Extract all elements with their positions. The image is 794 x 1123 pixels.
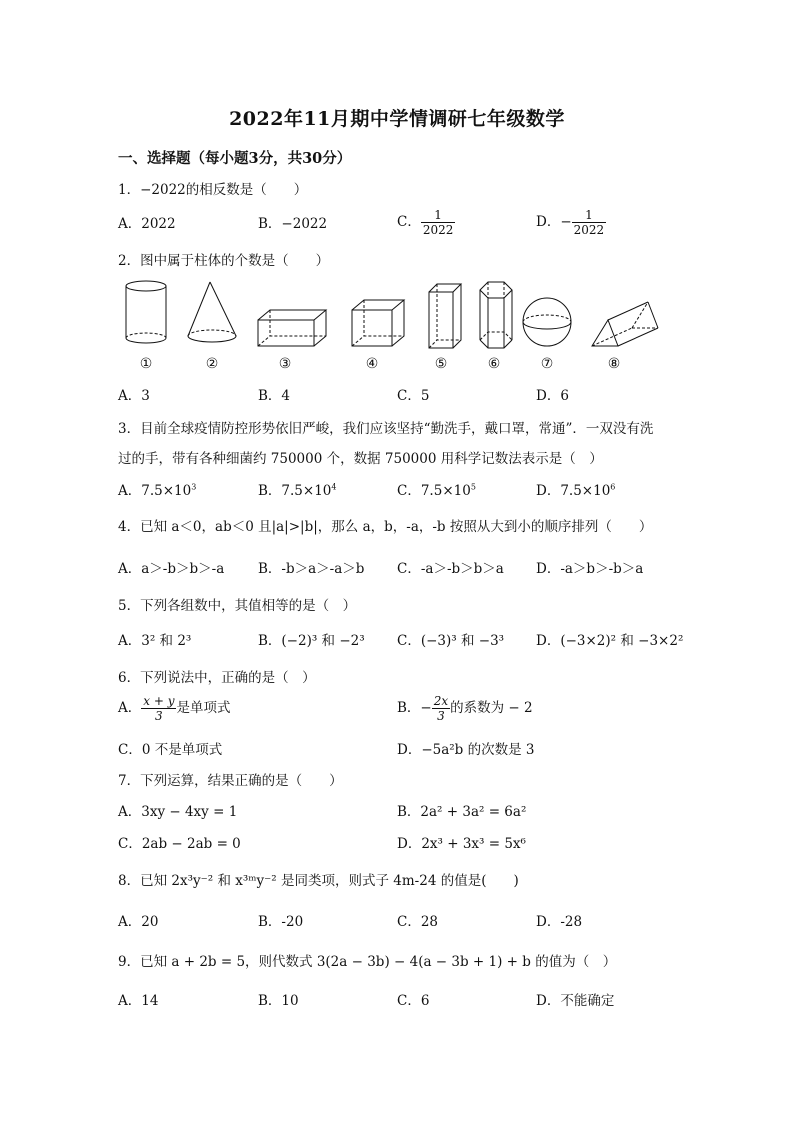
option-b: B．4 bbox=[258, 388, 291, 404]
option-c: C．6 bbox=[397, 993, 430, 1009]
shape-label-3: ③ bbox=[278, 356, 292, 372]
option-a: A．3xy − 4xy = 1 bbox=[118, 804, 238, 820]
question-9-options bbox=[118, 989, 678, 1019]
option-d: D．− $\frac{1}{2022}$ bbox=[536, 208, 605, 237]
option-b: B．-b＞a＞-a＞b bbox=[258, 561, 365, 577]
question-5: 5．下列各组数中，其值相等的是（ ） bbox=[118, 598, 357, 614]
fraction: $\frac{x + y}{3}$ bbox=[143, 694, 175, 723]
question-3-line-1: 3．目前全球疫情防控形势依旧严峻，我们应该坚持“勤洗手，戴口罩，常通”．一双没有洗 bbox=[118, 421, 654, 437]
shape-label-8: ⑧ bbox=[607, 356, 621, 372]
question-1: 1．−2022的相反数是（ ） bbox=[118, 182, 308, 198]
option-b: B．-20 bbox=[258, 914, 304, 930]
option-b: B．− $\frac{2x}{3}$ 的系数为 − 2 bbox=[397, 694, 533, 723]
option-d: D．(−3×2)² 和 −3×2² bbox=[536, 633, 684, 649]
question-3-line-2: 过的手，带有各种细菌约 750000 个，数据 750000 用科学记数法表示是（ ） bbox=[118, 451, 603, 467]
fraction: $\frac{2x}{3}$ bbox=[433, 694, 449, 723]
question-6-options-row-1 bbox=[118, 694, 678, 728]
hexagonal-prism-figure bbox=[480, 282, 512, 348]
question-7-options-row-2 bbox=[118, 832, 678, 862]
solid-figures bbox=[118, 278, 678, 374]
option-a: A．3² 和 2³ bbox=[118, 633, 192, 649]
option-a: A．a＞-b＞b＞-a bbox=[118, 561, 225, 577]
question-6: 6．下列说法中，正确的是（ ） bbox=[118, 670, 316, 686]
option-d: D．−5a²b 的次数是 3 bbox=[397, 742, 535, 758]
option-a: A．2022 bbox=[118, 216, 176, 232]
triangular-prism-figure bbox=[592, 302, 658, 346]
option-b: B．$7.5\times 10^4$ bbox=[258, 482, 337, 499]
shape-label-4: ④ bbox=[365, 356, 379, 372]
option-a: A．20 bbox=[118, 914, 159, 930]
option-d: D．-28 bbox=[536, 914, 583, 930]
option-c: C．(−3)³ 和 −3³ bbox=[397, 633, 505, 649]
option-b: B．(−2)³ 和 −2³ bbox=[258, 633, 365, 649]
question-9: 9．已知 a + 2b = 5，则代数式 3(2a − 3b) − 4(a − 3b + 1) + b 的值为（ ） bbox=[118, 954, 617, 970]
question-4: 4．已知 a＜0，ab＜0 且|a|>|b|，那么 a，b，-a，-b 按照从大到小的顺序排列（ ） bbox=[118, 519, 653, 535]
option-d: D．2x³ + 3x³ = 5x⁶ bbox=[397, 836, 526, 852]
question-1-options bbox=[118, 208, 678, 238]
option-c: C．28 bbox=[397, 914, 439, 930]
option-c: C． $\frac{1}{2022}$ bbox=[397, 208, 454, 237]
shape-label-1: ① bbox=[139, 356, 153, 372]
shape-label-7: ⑦ bbox=[540, 356, 554, 372]
sphere-figure bbox=[523, 298, 571, 346]
section-heading: 一、选择题（每小题3分，共30分） bbox=[118, 150, 352, 167]
fraction: $\frac{1}{2022}$ bbox=[422, 208, 454, 237]
option-a: A．$7.5\times 10^3$ bbox=[118, 482, 197, 499]
question-2: 2．图中属于柱体的个数是（ ） bbox=[118, 253, 330, 269]
option-b: B．10 bbox=[258, 993, 299, 1009]
page-title: 2022年11月期中学情调研七年级数学 bbox=[229, 108, 565, 130]
fraction: $\frac{1}{2022}$ bbox=[573, 208, 605, 237]
question-8-options bbox=[118, 910, 678, 940]
shape-label-6: ⑥ bbox=[487, 356, 501, 372]
question-4-options bbox=[118, 557, 678, 587]
option-a: A． $\frac{x + y}{3}$ 是单项式 bbox=[118, 694, 231, 723]
option-b: B．−2022 bbox=[258, 216, 328, 232]
option-d: D．6 bbox=[536, 388, 569, 404]
question-5-options bbox=[118, 629, 684, 659]
option-b: B．2a² + 3a² = 6a² bbox=[397, 804, 527, 820]
option-c: C．$7.5\times 10^5$ bbox=[397, 482, 476, 499]
option-d: D．不能确定 bbox=[536, 993, 615, 1009]
tall-prism-figure bbox=[429, 284, 461, 348]
option-d: D．-a＞b＞-b＞a bbox=[536, 561, 644, 577]
option-c: C．5 bbox=[397, 388, 430, 404]
option-c: C．0 不是单项式 bbox=[118, 742, 223, 758]
cuboid-figure bbox=[258, 310, 326, 346]
cylinder-figure bbox=[126, 281, 166, 343]
option-c: C．-a＞-b＞b＞a bbox=[397, 561, 504, 577]
option-a: A．14 bbox=[118, 993, 159, 1009]
option-a: A．3 bbox=[118, 388, 150, 404]
question-3-options bbox=[118, 479, 678, 509]
cube-figure bbox=[352, 300, 404, 346]
question-6-options-row-2 bbox=[118, 738, 678, 768]
shape-label-5: ⑤ bbox=[434, 356, 448, 372]
option-c: C．2ab − 2ab = 0 bbox=[118, 836, 241, 852]
shape-label-2: ② bbox=[205, 356, 219, 372]
question-8: 8．已知 2x³y⁻² 和 x³ᵐy⁻² 是同类项，则式子 4m-24 的值是( ) bbox=[118, 873, 519, 889]
question-7: 7．下列运算，结果正确的是（ ） bbox=[118, 773, 343, 789]
question-7-options-row-1 bbox=[118, 800, 678, 830]
cone-figure bbox=[188, 282, 236, 342]
question-2-options bbox=[118, 384, 678, 414]
option-d: D．$7.5\times 10^6$ bbox=[536, 482, 616, 499]
